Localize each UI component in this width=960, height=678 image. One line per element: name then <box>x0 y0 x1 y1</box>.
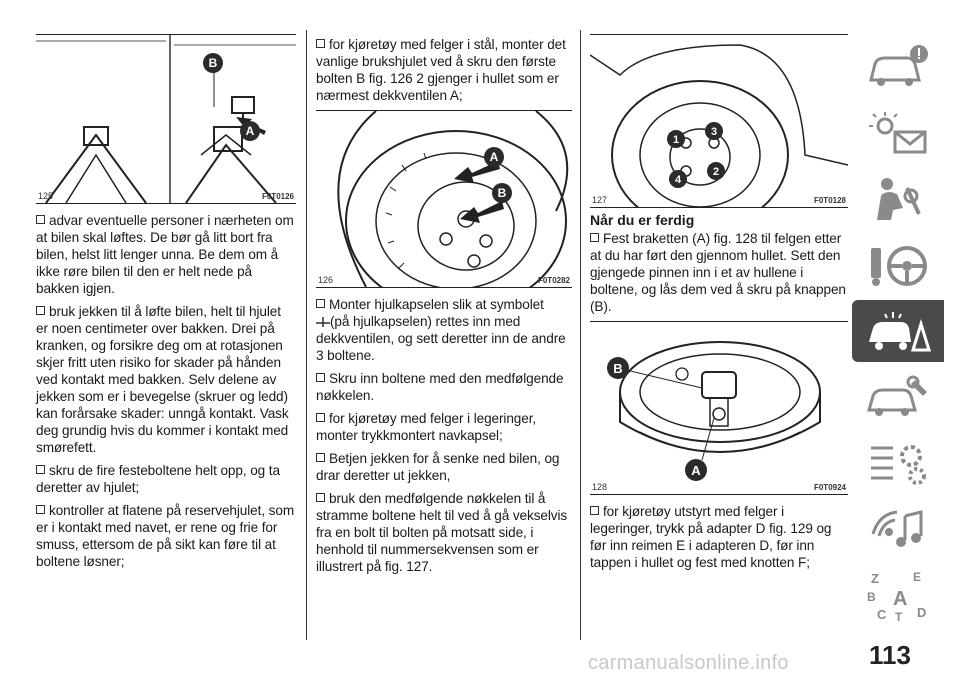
svg-text:2: 2 <box>712 166 720 178</box>
figure-number: 125 <box>38 191 54 201</box>
figure-128 <box>590 321 848 495</box>
column-divider <box>306 30 307 640</box>
figure-code: F0T0128 <box>813 196 846 205</box>
specifications-icon[interactable] <box>852 432 944 494</box>
chapter-sidebar <box>852 36 948 630</box>
checkbox-bullet-icon <box>36 306 45 315</box>
svg-text:4: 4 <box>674 174 682 186</box>
list-item: for kjøretøy med felger i legeringer, monter trykkmontert navkapsel; <box>316 411 537 443</box>
svg-text:B: B <box>497 186 507 200</box>
checkbox-bullet-icon <box>590 506 599 515</box>
checkbox-bullet-icon <box>316 299 325 308</box>
spare-wheel-bracket-illustration <box>590 322 848 494</box>
figure-code: F0T0924 <box>813 483 846 492</box>
figure-126 <box>316 110 572 288</box>
jack-illustration <box>36 35 296 203</box>
section-heading: Når du er ferdig <box>590 212 695 228</box>
steering-wheel-icon[interactable] <box>852 234 944 296</box>
index-letters-icon[interactable] <box>852 564 944 626</box>
list-item: for kjøretøy med felger i stål, monter det vanlige brukshjulet ved å skru den første bolten B fig. 126 2 gjenger i hullet som er nærmest dekkventilen A; <box>316 37 566 103</box>
checkbox-bullet-icon <box>590 233 599 242</box>
figure-127 <box>590 34 848 208</box>
dashboard-lights-icon[interactable] <box>852 102 944 164</box>
svg-text:B: B <box>208 56 218 70</box>
list-item: Monter hjulkapselen slik at symbolet (på hjulkapselen) rettes inn med dekkventilen, og sett deretter inn de andre 3 boltene. <box>316 297 566 363</box>
figure-number: 126 <box>318 275 334 285</box>
column-left <box>36 0 296 576</box>
checkbox-bullet-icon <box>36 215 45 224</box>
valve-symbol-icon <box>316 317 330 327</box>
wheel-bolt-illustration <box>316 111 572 287</box>
svg-text:T: T <box>895 610 903 623</box>
watermark: carmanualsonline.info <box>588 652 789 674</box>
list-item: for kjøretøy utstyrt med felger i legeringer, trykk på adapter D fig. 129 og før inn reimen E i adapteren D, før inn tappen i hullet og fest med knotten F; <box>590 504 832 570</box>
svg-text:A: A <box>489 150 499 164</box>
svg-text:3: 3 <box>710 126 718 138</box>
checkbox-bullet-icon <box>316 373 325 382</box>
bolt-sequence-illustration <box>590 35 848 207</box>
airbag-safety-icon[interactable] <box>852 168 944 230</box>
list-item: Fest braketten (A) fig. 128 til felgen etter at du har ført den gjennom hullet. Sett den gjengede pinnen inn i et av hullene i boltene, og lås dem ved å skru på knappen (B). <box>590 231 846 314</box>
maintenance-car-icon[interactable] <box>852 366 944 428</box>
list-item: kontroller at flatene på reservehjulet, som er i kontakt med navet, er rene og frie for smuss, ettersom de på sikt kan føre til at boltene løsner; <box>36 503 295 569</box>
checkbox-bullet-icon <box>316 413 325 422</box>
list-item: Betjen jekken for å senke ned bilen, og drar deretter ut jekken, <box>316 451 560 483</box>
checkbox-bullet-icon <box>36 465 45 474</box>
svg-text:A: A <box>691 463 701 478</box>
svg-text:A: A <box>893 588 908 610</box>
svg-text:B: B <box>613 361 623 376</box>
checkbox-bullet-icon <box>316 493 325 502</box>
car-warning-icon[interactable] <box>852 36 944 98</box>
checkbox-bullet-icon <box>316 39 325 48</box>
emergency-car-icon[interactable] <box>852 300 944 362</box>
svg-text:D: D <box>917 605 927 620</box>
column-right <box>590 0 848 577</box>
list-item: bruk den medfølgende nøkkelen til å stramme boltene helt til ved å gå vekselvis fra en bolt til bolten på motsatt side, i henhold til nummersekvensen som er illustrert på fig. 127. <box>316 491 568 574</box>
svg-text:1: 1 <box>672 134 680 146</box>
checkbox-bullet-icon <box>36 505 45 514</box>
list-item: Skru inn boltene med den medfølgende nøkkelen. <box>316 371 564 403</box>
list-item: bruk jekken til å løfte bilen, helt til hjulet er noen centimeter over bakken. Drei på kranken, og forsikre deg om at rotasjonen skjer fritt uten risiko for skader på hånden ved kontakt med bakken. Selv delene av jekken som er i bevegelse (skruer og ledd) kan forårsake skader: unngå kontakt. Vask deg grundig hvis du kommer i kontakt med smørefett. <box>36 304 289 455</box>
figure-number: 128 <box>592 482 608 492</box>
svg-text:Z: Z <box>871 571 879 586</box>
svg-text:E: E <box>913 570 922 584</box>
figure-number: 127 <box>592 195 608 205</box>
list-item: advar eventuelle personer i nærheten om at bilen skal løftes. De bør gå litt bort fra bilen, helst litt lenger unna. Be dem om å ikke røre bilen til den er helt nede på bakken igjen. <box>36 213 294 296</box>
svg-text:C: C <box>877 607 887 622</box>
figure-125 <box>36 34 296 204</box>
checkbox-bullet-icon <box>316 453 325 462</box>
list-item: skru de fire festeboltene helt opp, og ta deretter av hjulet; <box>36 463 280 495</box>
figure-code: F0T0282 <box>537 276 570 285</box>
svg-text:B: B <box>867 590 876 604</box>
svg-text:A: A <box>245 124 255 138</box>
column-middle <box>316 0 572 581</box>
column-divider <box>580 30 581 640</box>
page-number: 113 <box>869 640 911 670</box>
multimedia-icon[interactable] <box>852 498 944 560</box>
figure-code: F0T0126 <box>261 192 294 201</box>
